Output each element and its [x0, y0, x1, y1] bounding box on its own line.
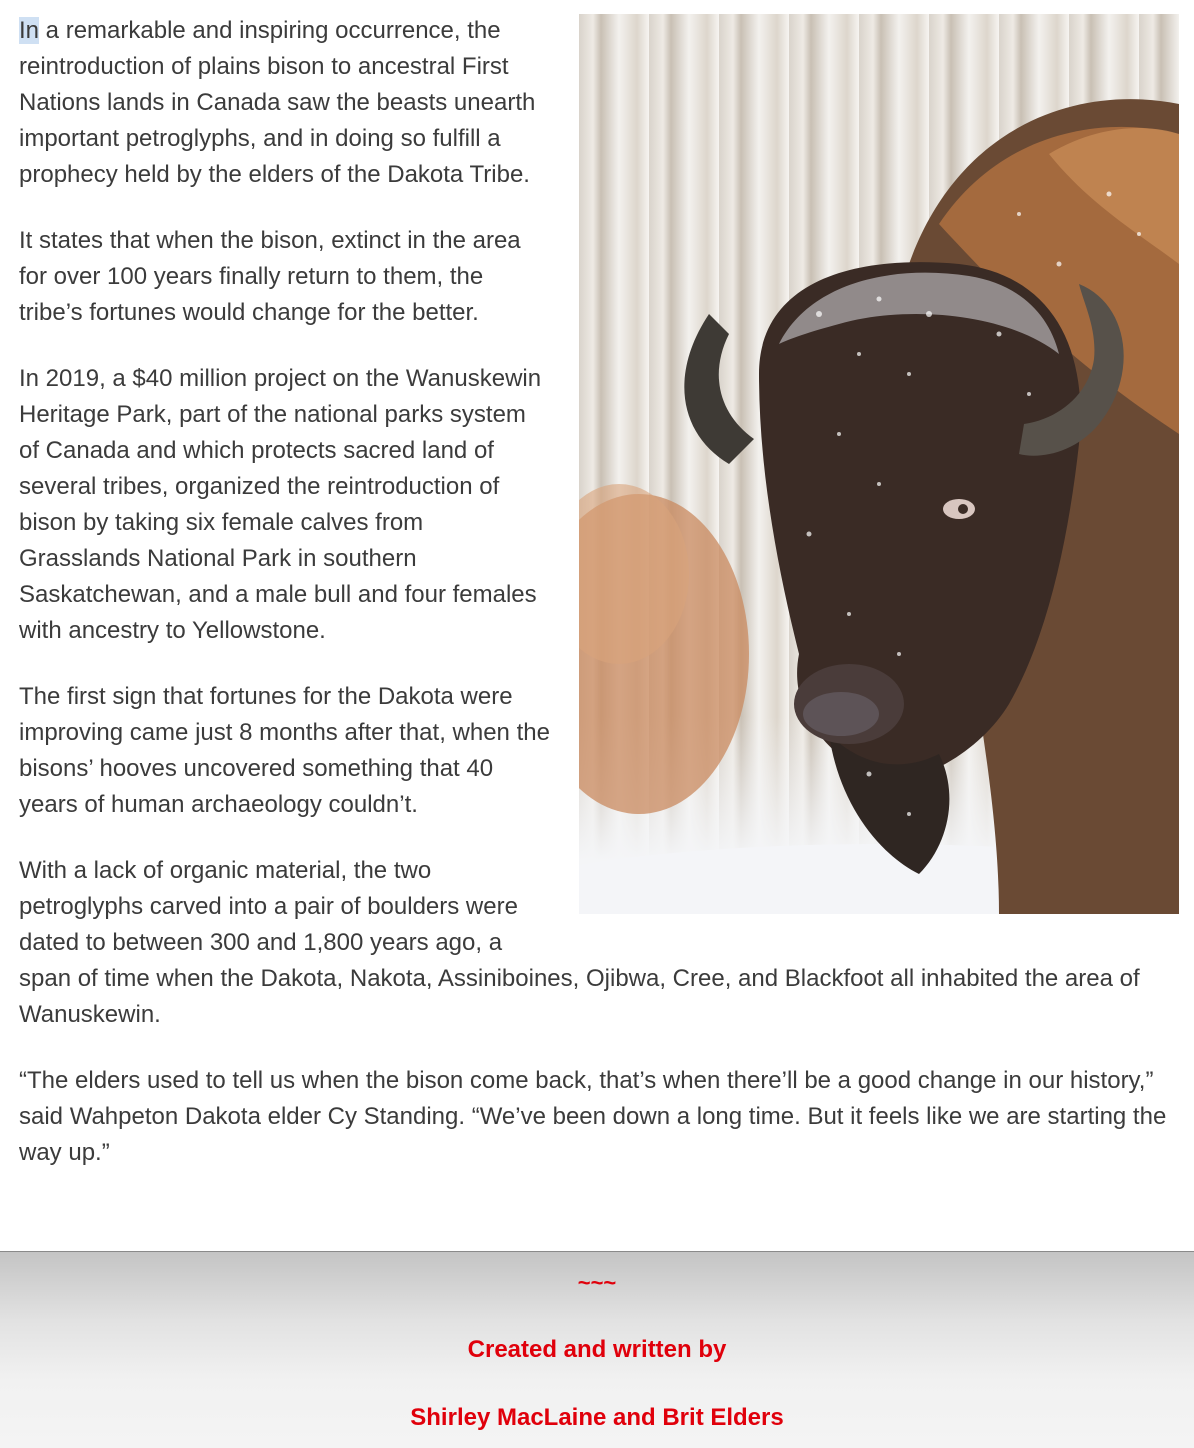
- paragraph-prophecy: It states that when the bison, extinct in the area for over 100 years finally return to them, the tribe’s fortunes would change for the better.: [19, 227, 521, 326]
- bison-illustration: [579, 14, 1179, 914]
- footer: [0, 1251, 1194, 1448]
- bison-photo: [579, 14, 1179, 914]
- paragraph-project: In 2019, a $40 million project on the Wanuskewin Heritage Park, part of the national parks system of Canada and which protects sacred land of several tribes, organized the reintroduction of bison by taking six female calves from Grasslands National Park in southern Saskatchewan, and a male bull and four females with ancestry to Yellowstone.: [19, 365, 542, 644]
- paragraph-intro-text: a remarkable and inspiring occurrence, the reintroduction of plains bison to ancestral First Nations lands in Canada saw the beasts unearth important petroglyphs, and in doing so fulfill a prophecy held by the elders of the Dakota Tribe.: [19, 17, 536, 188]
- paragraph-first-sign: The first sign that fortunes for the Dakota were improving came just 8 months after that, when the bisons’ hooves uncovered something that 40 years of human archaeology couldn’t.: [19, 683, 550, 818]
- article-body: [19, 13, 1179, 1201]
- footer-authors: Shirley MacLaine and Brit Elders: [410, 1404, 784, 1431]
- selected-word: In: [19, 17, 40, 44]
- footer-separator: ~~~: [577, 1270, 617, 1295]
- paragraph-quote: “The elders used to tell us when the bison come back, that’s when there’ll be a good change in our history,” said Wahpeton Dakota elder Cy Standing. “We’ve been down a long time. But it feels like we are starting the way up.”: [19, 1067, 1167, 1166]
- footer-credit-line: Created and written by: [467, 1336, 727, 1363]
- paragraph-petroglyphs: With a lack of organic material, the two petroglyphs carved into a pair of boulders were dated to between 300 and 1,800 years ago, a span of time when the Dakota, Nakota, Assiniboines, Ojibwa, Cree, and Blackfoot all inhabited the area of Wanuskewin.: [19, 857, 1140, 1028]
